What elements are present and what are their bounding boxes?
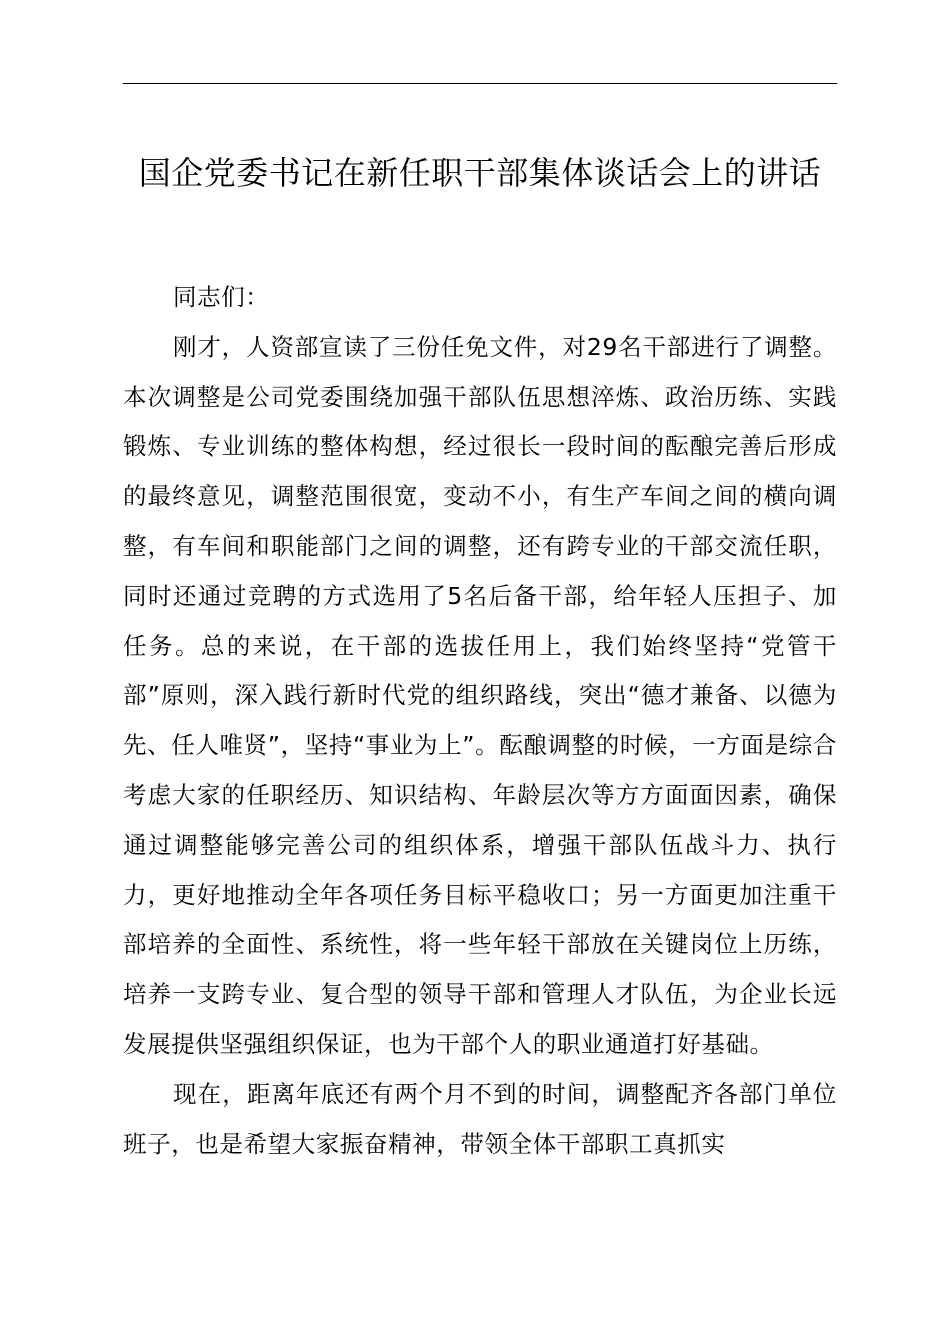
header-rule [123,83,837,84]
salutation: 同志们： [173,283,270,311]
paragraph-1: 刚才，人资部宣读了三份任免文件，对29名干部进行了调整。本次调整是公司党委围绕加强干部队伍思想淬炼、政治历练、实践锻炼、专业训练的整体构想，经过很长一段时间的酝酿完善后形成的最终意见，调整范围很宽，变动不小，有生产车间之间的横向调整，有车间和职能部门之间的调整，还有跨专业的干部交流任职，同时还通过竞聘的方式选用了5名后备干部，给年轻人压担子、加任务。总的来说，在干部的选拔任用上，我们始终坚持“党管干部”原则，深入践行新时代党的组织路线，突出“德才兼备、以德为先、任人唯贤”，坚持“事业为上”。酝酿调整的时候，一方面是综合考虑大家的任职经历、知识结构、年龄层次等方方面面因素，确保通过调整能够完善公司的组织体系，增强干部队伍战斗力、执行力，更好地推动全年各项任务目标平稳收口；另一方面更加注重干部培养的全面性、系统性，将一些年轻干部放在关键岗位上历练，培养一支跨专业、复合型的领导干部和管理人才队伍，为企业长远发展提供坚强组织保证，也为干部个人的职业通道打好基础。 [123,332,837,1058]
document-body [123,273,837,1169]
document-title: 国企党委书记在新任职干部集体谈话会上的讲话 [138,154,822,192]
paragraph-2: 现在，距离年底还有两个月不到的时间，调整配齐各部门单位班子，也是希望大家振奋精神，带领全体干部职工真抓实 [123,1079,837,1158]
